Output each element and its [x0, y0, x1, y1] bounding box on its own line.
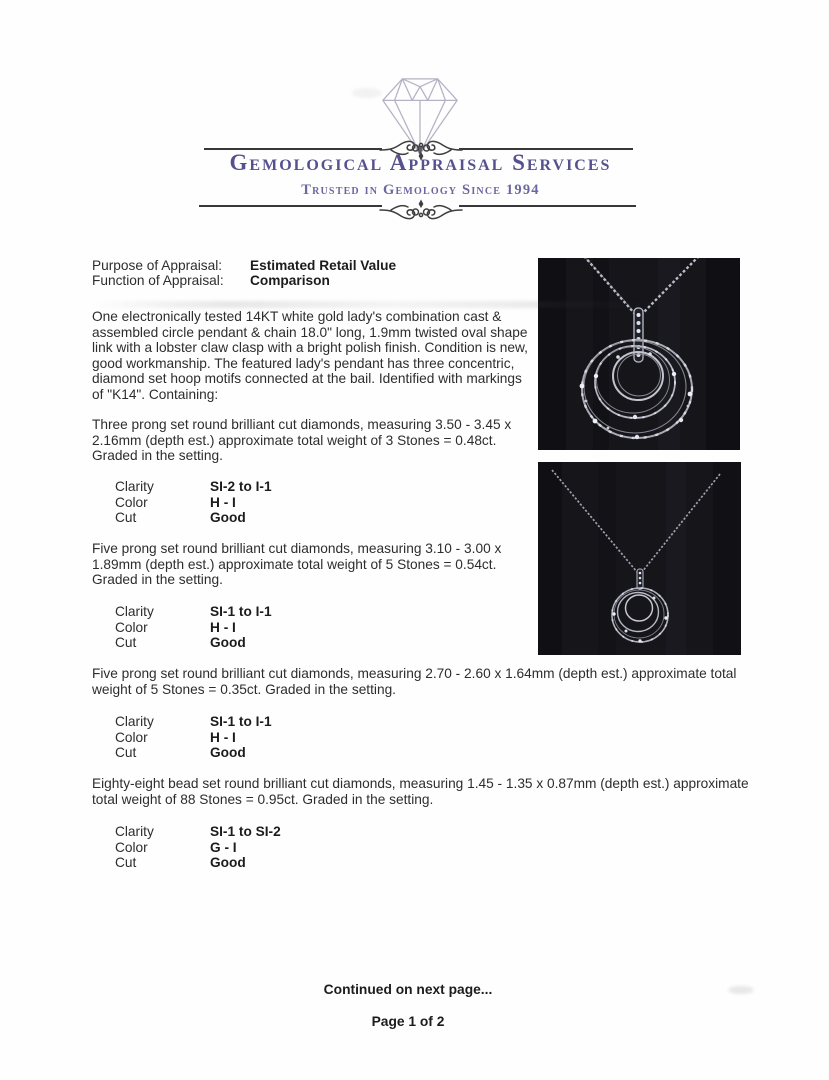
grade-table-2 [115, 604, 272, 651]
grade-label: Clarity [115, 714, 154, 729]
brand-name: Gemological Appraisal Services [229, 150, 612, 175]
grade-table-4 [115, 824, 281, 871]
function-value: Comparison [250, 273, 330, 289]
grade-label: Cut [115, 510, 137, 526]
grade-row-cut [115, 855, 281, 871]
purpose-value: Estimated Retail Value [250, 258, 397, 273]
grade-row-cut [115, 635, 272, 651]
stone-description-4: Eighty-eight bead set round brilliant cut diamonds, measuring 1.45 - 1.35 x 0.87mm (depth est.) approximate total weight of 88 Stones = 0.95ct. Graded in the setting. [92, 776, 749, 807]
grade-label: Color [115, 494, 148, 510]
pendant-closeup-photo [538, 258, 740, 450]
scroll-flourish-bottom-icon [379, 194, 463, 226]
item-description: One electronically tested 14KT white gold lady's combination cast & assembled circle pendant & chain 18.0" long, 1.9mm twisted oval shape link with a lobster claw clasp with a bright polish finish. Condition is new, good workmanship. The featured lady's pendant has three concentric, diamond set hoop motifs connected at the bail. Identified with markings of "K14". Containing: [92, 309, 528, 402]
grade-value: SI-1 to SI-2 [210, 824, 281, 839]
grade-row-color [115, 840, 281, 856]
grade-label: Color [115, 729, 148, 745]
necklace-full-photo [538, 462, 741, 655]
grade-value: G - I [210, 839, 237, 855]
grade-label: Cut [115, 745, 137, 761]
grade-value: Good [210, 510, 246, 526]
brand-tagline: Trusted in Gemology Since 1994 [301, 182, 540, 198]
page-indicator: Page 1 of 2 [371, 1014, 445, 1029]
grade-value: Good [210, 635, 246, 651]
grade-row-cut [115, 745, 272, 761]
grade-label: Cut [115, 855, 137, 871]
grade-row-color [115, 730, 272, 746]
grade-value: SI-1 to I-1 [210, 604, 272, 619]
grade-table-3 [115, 714, 272, 761]
grade-row-color [115, 495, 272, 511]
function-row [92, 273, 396, 288]
grade-value: H - I [210, 494, 236, 510]
grade-label: Clarity [115, 824, 154, 839]
header-rule-bottom-left [199, 205, 382, 207]
grade-label: Clarity [115, 604, 154, 619]
grade-value: Good [210, 745, 246, 761]
grade-value: Good [210, 855, 246, 871]
purpose-row [92, 258, 396, 273]
grade-row-color [115, 620, 272, 636]
grade-row-clarity [115, 604, 272, 620]
appraisal-meta [92, 258, 396, 289]
grade-label: Color [115, 619, 148, 635]
grade-row-cut [115, 510, 272, 526]
grade-value: H - I [210, 619, 236, 635]
grade-value: SI-1 to I-1 [210, 714, 272, 729]
grade-label: Cut [115, 635, 137, 651]
grade-value: SI-2 to I-1 [210, 479, 272, 494]
header-rule-bottom-right [459, 205, 636, 207]
stone-description-1: Three prong set round brilliant cut diamonds, measuring 3.50 - 3.45 x 2.16mm (depth est.) approximate total weight of 3 Stones = 0.48ct. Graded in the setting. [92, 417, 512, 464]
purpose-label: Purpose of Appraisal: [92, 258, 223, 273]
grade-table-1 [115, 479, 272, 526]
grade-label: Clarity [115, 479, 154, 494]
stone-description-2: Five prong set round brilliant cut diamonds, measuring 3.10 - 3.00 x 1.89mm (depth est.) approximate total weight of 5 Stones = 0.54ct. Graded in the setting. [92, 541, 502, 588]
function-label: Function of Appraisal: [92, 273, 224, 289]
grade-row-clarity [115, 824, 281, 840]
continued-note: Continued on next page... [323, 982, 493, 997]
grade-value: H - I [210, 729, 236, 745]
grade-row-clarity [115, 714, 272, 730]
stone-description-3: Five prong set round brilliant cut diamonds, measuring 2.70 - 2.60 x 1.64mm (depth est.) approximate total weight of 5 Stones = 0.35ct. Graded in the setting. [92, 666, 737, 697]
grade-row-clarity [115, 479, 272, 495]
grade-label: Color [115, 839, 148, 855]
